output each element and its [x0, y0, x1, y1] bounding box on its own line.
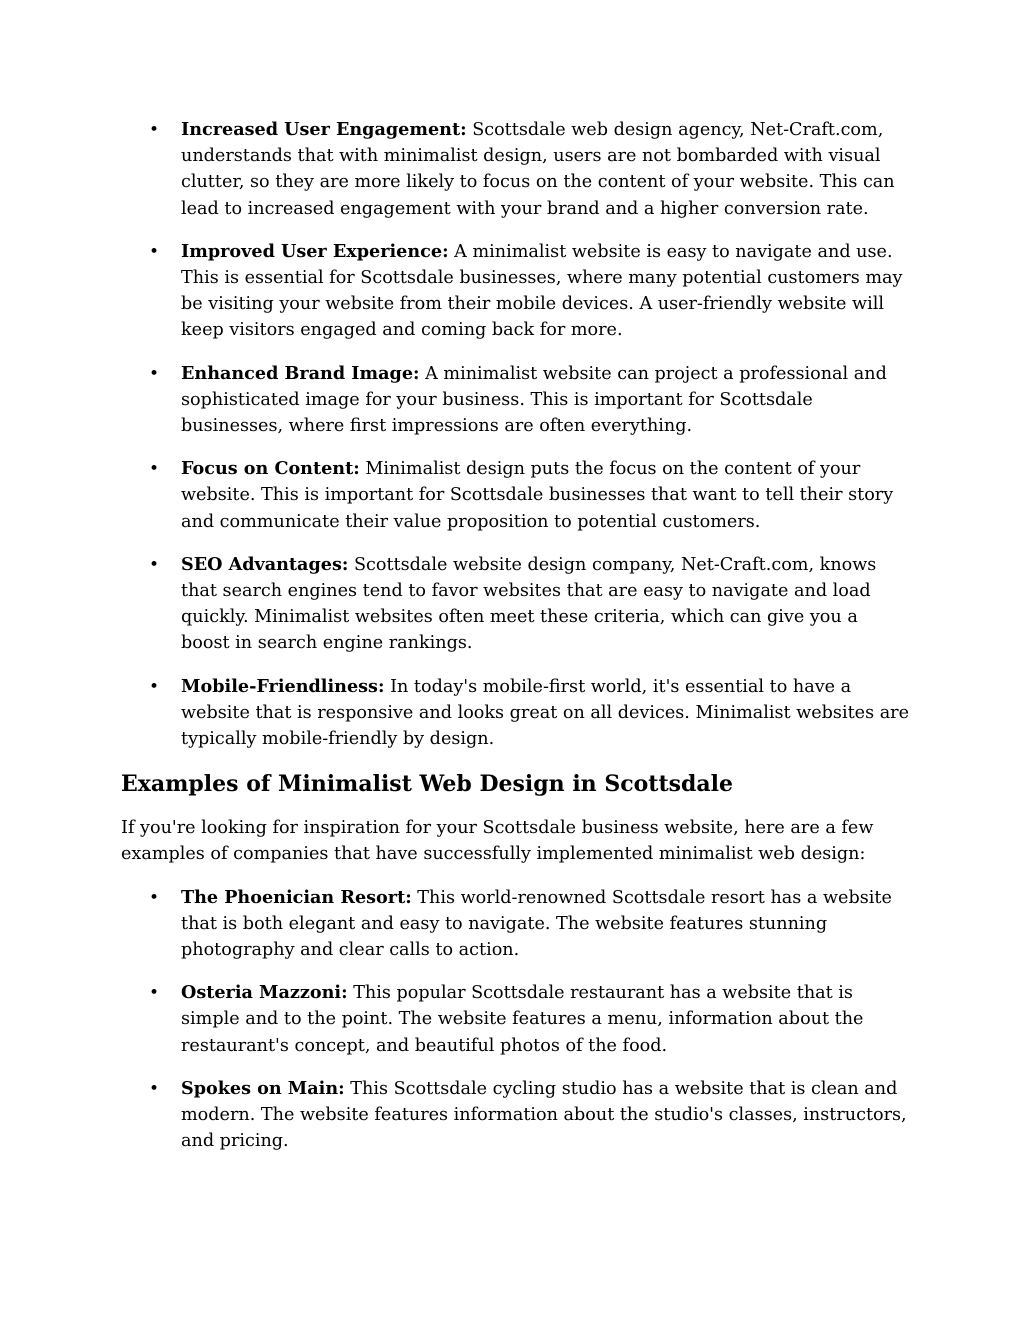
list-item [121, 885, 911, 964]
list-item-text: Scottsdale website design company, Net-Craft.com, knows that search engines tend to favor websites that are easy to navigate and load quickly. Minimalist websites often meet these criteria, which can give you a boost in search engine rankings. [181, 554, 877, 654]
list-item-term: Enhanced Brand Image: [181, 362, 420, 384]
list-item-text: A minimalist website can project a professional and sophisticated image for your business. This is important for Scottsdale businesses, where first impressions are often everything. [181, 363, 887, 437]
list-item-term: Osteria Mazzoni: [181, 982, 348, 1004]
list-item [121, 117, 911, 222]
list-item-term: Spokes on Main: [181, 1077, 345, 1099]
list-item-text: In today's mobile-first world, it's essential to have a website that is responsive and looks great on all devices. Minimalist websites are typically mobile-friendly by design. [181, 676, 910, 750]
list-item-text: Scottsdale web design agency, Net-Craft.com, understands that with minimalist design, users are not bombarded with visual clutter, so they are more likely to focus on the content of your website. This can lead to increased engagement with your brand and a higher conversion rate. [181, 120, 895, 219]
list-item-term: Improved User Experience: [181, 240, 449, 262]
examples-list [121, 885, 911, 1155]
list-item-term: SEO Advantages: [181, 553, 349, 575]
list-item [121, 239, 911, 344]
list-item [121, 980, 911, 1059]
document-content [121, 117, 911, 1172]
list-item [121, 674, 911, 753]
list-item-term: Increased User Engagement: [181, 119, 467, 140]
list-item [121, 361, 911, 440]
list-item-text: This popular Scottsdale restaurant has a website that is simple and to the point. The website features a menu, information about the restaurant's concept, and beautiful photos of the food. [181, 983, 864, 1056]
list-item-text: This world-renowned Scottsdale resort has a website that is both elegant and easy to navigate. The website features stunning photography and clear calls to action. [181, 887, 892, 961]
list-item [121, 456, 911, 535]
list-item-text: This Scottsdale cycling studio has a website that is clean and modern. The website features information about the studio's classes, instructors, and pricing. [181, 1078, 907, 1152]
section-heading: Examples of Minimalist Web Design in Scottsdale [121, 771, 733, 798]
list-item-text: Minimalist design puts the focus on the content of your website. This is important for Scottsdale businesses that want to tell their story and communicate their value proposition to potential customers. [181, 459, 894, 532]
list-item-term: Mobile-Friendliness: [181, 675, 385, 697]
list-item-term: Focus on Content: [181, 458, 360, 480]
list-item [121, 552, 911, 657]
list-item-text: A minimalist website is easy to navigate and use. This is essential for Scottsdale businesses, where many potential customers may be visiting your website from their mobile devices. A user-friendly website will keep visitors engaged and coming back for more. [181, 241, 903, 341]
benefits-list [121, 117, 911, 752]
section-intro-paragraph: If you're looking for inspiration for your Scottsdale business website, here are a few examples of companies that have successfully implemented minimalist web design: [121, 818, 874, 865]
list-item [121, 1076, 911, 1155]
list-item-term: The Phoenician Resort: [181, 886, 412, 908]
